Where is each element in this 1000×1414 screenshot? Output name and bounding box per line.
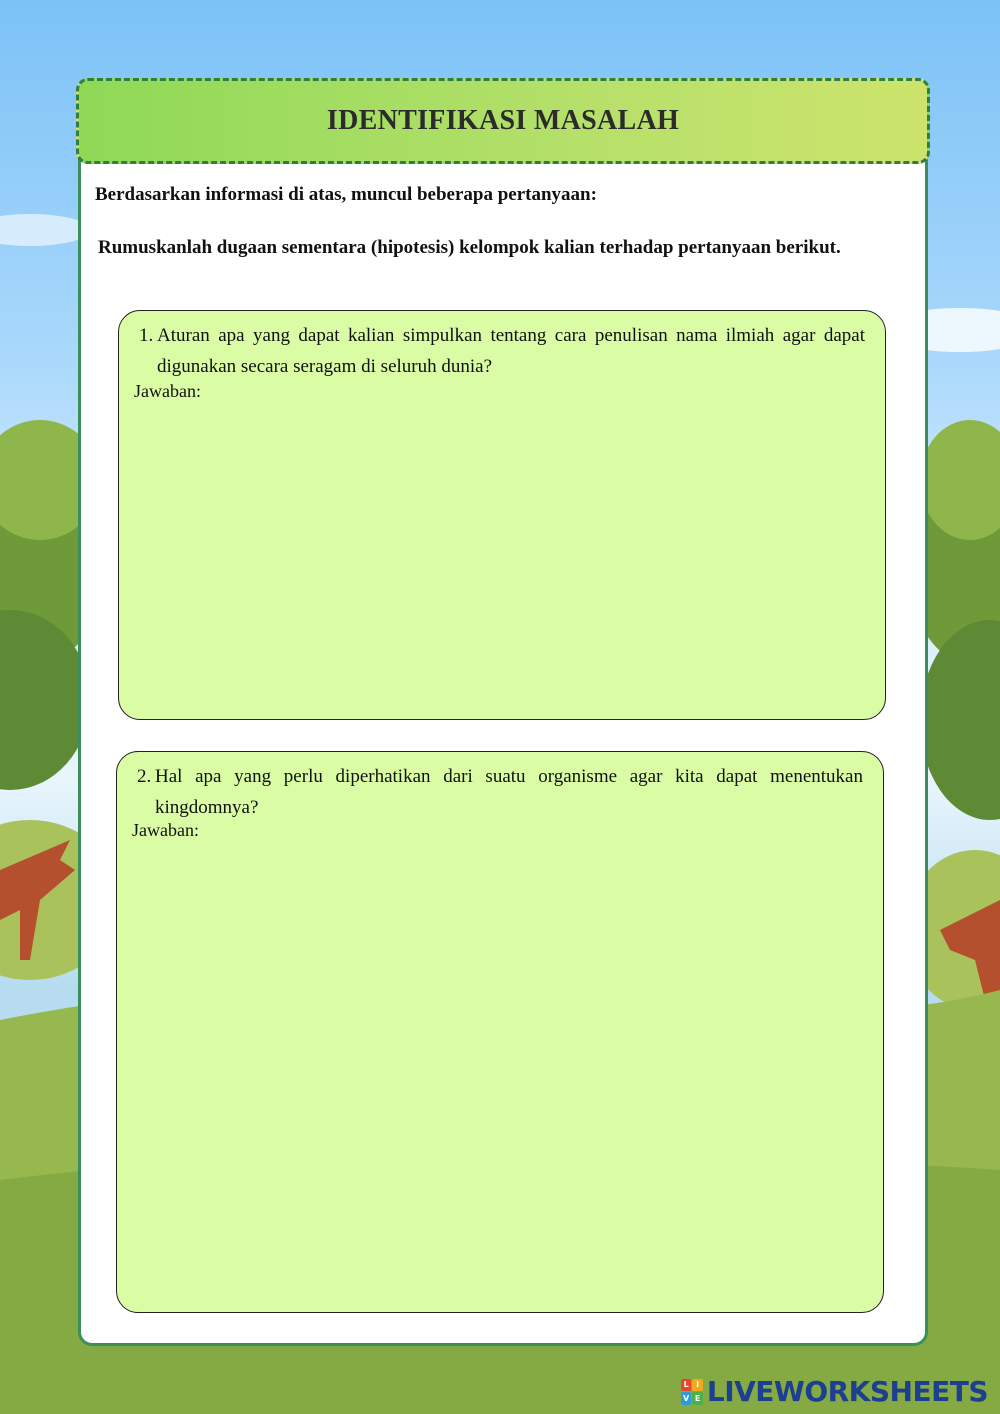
question-box-2 (116, 751, 884, 1313)
answer-label: Jawaban: (134, 381, 201, 401)
instruction-text: Rumuskanlah dugaan sementara (hipotesis) kelompok kalian terhadap pertanyaan berikut. (98, 237, 841, 258)
answer-field-1[interactable] (133, 407, 871, 705)
answer-field-2[interactable] (131, 846, 869, 1298)
question-text: Hal apa yang perlu diperhatikan dari suatu organisme agar kita dapat menentukan kingdomnya? (155, 766, 863, 818)
page-title: IDENTIFIKASI MASALAH (326, 105, 680, 136)
question-text: Aturan apa yang dapat kalian simpulkan tentang cara penulisan nama ilmiah agar dapat digunakan secara seragam di seluruh dunia? (157, 325, 865, 377)
answer-label: Jawaban: (132, 820, 199, 840)
logo-letter-v: V (681, 1392, 692, 1405)
question-box-1 (118, 310, 886, 720)
question-1 (139, 320, 865, 382)
intro-text: Berdasarkan informasi di atas, muncul beberapa pertanyaan: (95, 184, 597, 205)
logo-letter-l: L (681, 1379, 692, 1392)
question-number: 1. (139, 325, 154, 346)
liveworksheets-logo[interactable] (681, 1375, 988, 1408)
logo-text: LIVEWORKSHEETS (706, 1375, 988, 1408)
header-banner (76, 78, 930, 164)
question-number: 2. (137, 766, 152, 787)
logo-letter-e: E (692, 1392, 703, 1405)
logo-letter-i: I (692, 1379, 703, 1392)
question-2 (137, 761, 863, 823)
liveworksheets-logo-icon (681, 1379, 703, 1405)
